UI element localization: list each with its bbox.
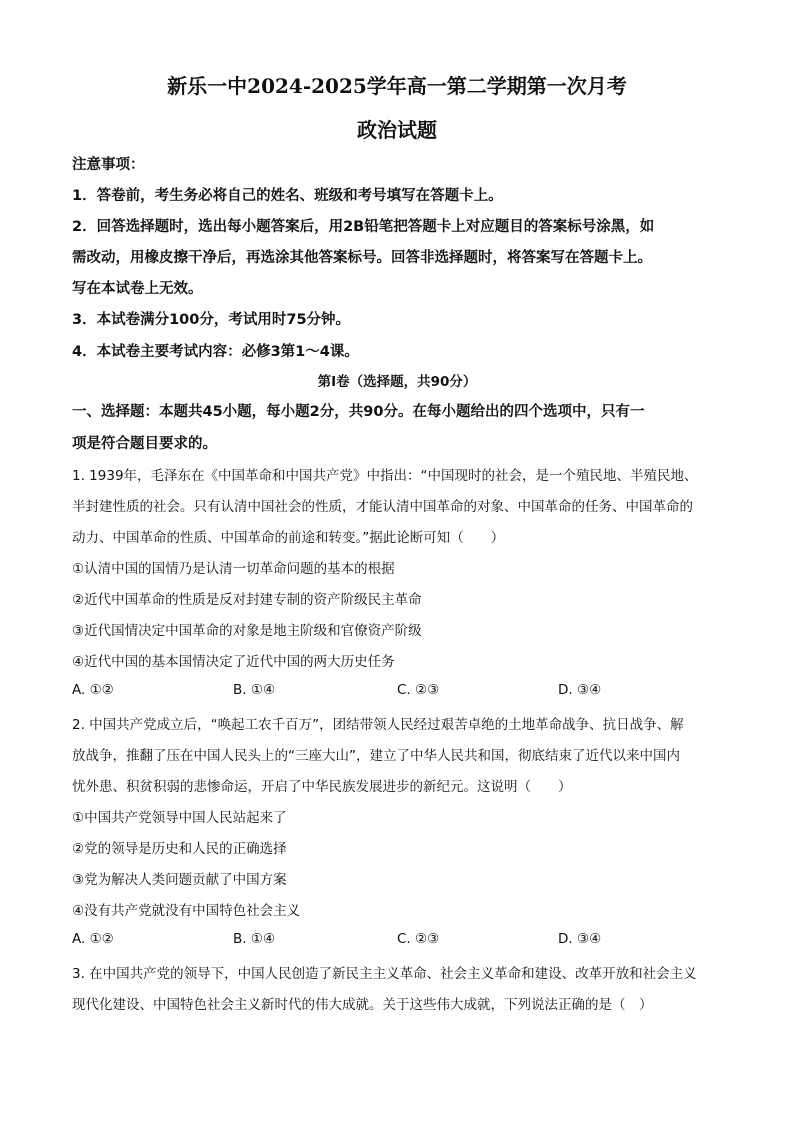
question-1-statement: ①认清中国的国情乃是认清一切革命问题的基本的根据 bbox=[72, 561, 395, 577]
question-2-statement: ④没有共产党就没有中国特色社会主义 bbox=[72, 903, 301, 919]
section-instruction: 一、选择题：本题共45小题，每小题2分，共90分。在每小题给出的四个选项中，只有一 bbox=[72, 404, 645, 420]
question-2-stem: 2. 中国共产党成立后，“唤起工农千百万”，团结带领人民经过艰苦卓绝的土地革命战争、抗日战争、解 bbox=[72, 717, 684, 733]
note-line: 3．本试卷满分100分，考试用时75分钟。 bbox=[72, 312, 351, 328]
question-1-stem: 动力、中国革命的性质、中国革命的前途和转变。”据此论断可知（ ） bbox=[72, 530, 505, 546]
question-1-option-b: B. ①④ bbox=[233, 682, 276, 698]
question-2-statement: ③党为解决人类问题贡献了中国方案 bbox=[72, 872, 287, 888]
question-3-stem: 3. 在中国共产党的领导下，中国人民创造了新民主主义革命、社会主义革命和建设、改革开放和社会主义 bbox=[72, 966, 697, 982]
note-line: 1．答卷前，考生务必将自己的姓名、班级和考号填写在答题卡上。 bbox=[72, 188, 503, 204]
section-instruction: 项是符合题目要求的。 bbox=[72, 436, 217, 452]
question-2-statement: ①中国共产党领导中国人民站起来了 bbox=[72, 810, 287, 826]
note-line: 写在本试卷上无效。 bbox=[72, 281, 203, 297]
question-2-stem: 忧外患、积贫积弱的悲惨命运，开启了中华民族发展进步的新纪元。这说明（ ） bbox=[72, 779, 572, 795]
question-1-statement: ③近代国情决定中国革命的对象是地主阶级和官僚资产阶级 bbox=[72, 623, 422, 639]
note-line: 需改动，用橡皮擦干净后，再选涂其他答案标号。回答非选择题时，将答案写在答题卡上。 bbox=[72, 250, 652, 266]
exam-subject: 政治试题 bbox=[357, 118, 437, 142]
section-title: 第Ⅰ卷（选择题，共90分） bbox=[317, 374, 477, 390]
question-2-option-c: C. ②③ bbox=[397, 931, 440, 947]
question-2-option-a: A. ①② bbox=[72, 931, 114, 947]
note-line: 4．本试卷主要考试内容：必修3第1～4课。 bbox=[72, 344, 359, 360]
question-1-option-a: A. ①② bbox=[72, 682, 114, 698]
question-3-stem: 现代化建设、中国特色社会主义新时代的伟大成就。关于这些伟大成就，下列说法正确的是（ ） bbox=[72, 997, 653, 1013]
question-2-option-d: D. ③④ bbox=[558, 931, 602, 947]
question-1-option-d: D. ③④ bbox=[558, 682, 602, 698]
question-2-statement: ②党的领导是历史和人民的正确选择 bbox=[72, 841, 287, 857]
exam-title: 新乐一中2024-2025学年高一第二学期第一次月考 bbox=[167, 74, 627, 98]
notes-heading: 注意事项： bbox=[72, 157, 145, 173]
question-1-option-c: C. ②③ bbox=[397, 682, 440, 698]
question-2-option-b: B. ①④ bbox=[233, 931, 276, 947]
question-1-statement: ④近代中国的基本国情决定了近代中国的两大历史任务 bbox=[72, 654, 395, 670]
note-line: 2．回答选择题时，选出每小题答案后，用2B铅笔把答题卡上对应题目的答案标号涂黑，如 bbox=[72, 219, 655, 235]
question-2-stem: 放战争，推翻了压在中国人民头上的“三座大山”，建立了中华人民共和国，彻底结束了近代以来中国内 bbox=[72, 748, 680, 764]
question-1-statement: ②近代中国革命的性质是反对封建专制的资产阶级民主革命 bbox=[72, 592, 422, 608]
question-1-stem: 半封建性质的社会。只有认清中国社会的性质，才能认清中国革命的对象、中国革命的任务、中国革命的 bbox=[72, 499, 693, 515]
question-1-stem: 1. 1939年，毛泽东在《中国革命和中国共产党》中指出：“中国现时的社会，是一个殖民地、半殖民地、 bbox=[72, 468, 698, 484]
